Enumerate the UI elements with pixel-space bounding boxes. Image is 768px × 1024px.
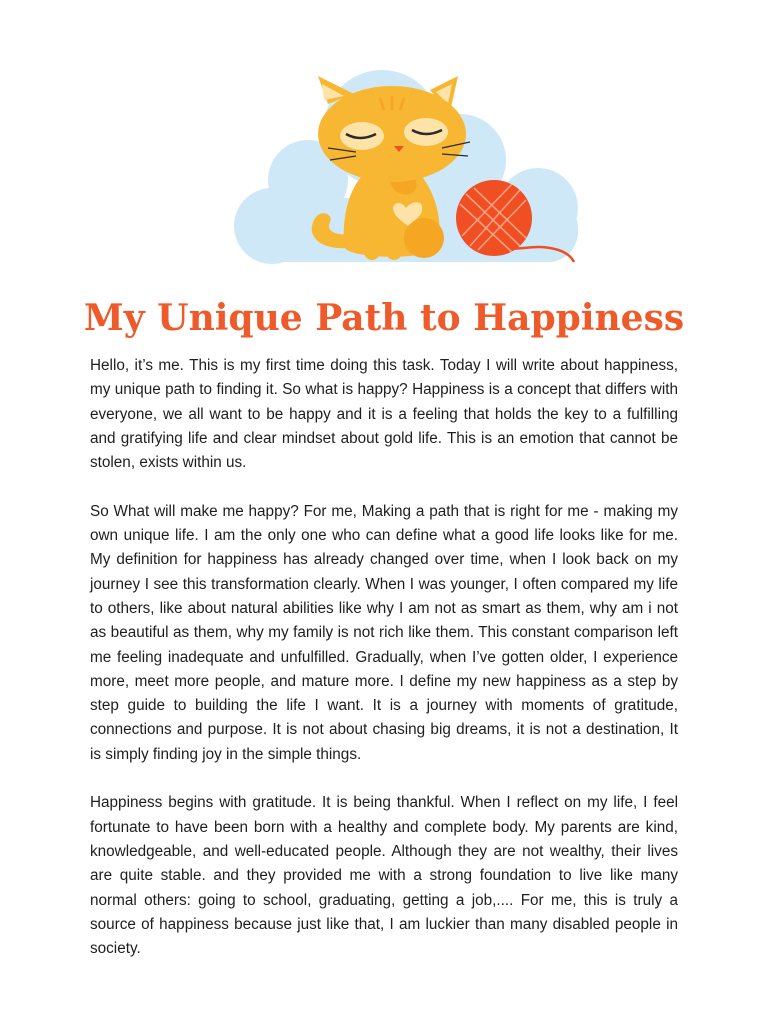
paragraph: Happiness begins with gratitude. It is being thankful. When I reflect on my life, I feel fortunate to have been born with a healthy and complete body. My parents are kind, knowledgeable, and well-educated people. Although they are not wealthy, their lives are quite stable. and they provided me with a strong foundation to live like many normal others: going to school, graduating, getting a job,.... For me, this is truly a source of happiness because just like that, I am luckier than many disabled people in society. — [90, 794, 678, 958]
paragraph: Hello, it’s me. This is my first time doing this task. Today I will write about happiness, my unique path to finding it. So what is happy? Happiness is a concept that differs with everyone, we all want to be happy and it is a feeling that holds the key to a fulfilling and gratifying life and clear mindset about gold life. This is an emotion that cannot be stolen, exists within us. — [90, 357, 678, 472]
cat-with-yarn-ball-icon — [230, 68, 582, 270]
document-body — [90, 354, 678, 986]
document-title: My Unique Path to Happiness — [83, 297, 685, 339]
paragraph: So What will make me happy? For me, Making a path that is right for me - making my own unique life. I am the only one who can define what a good life looks like for me. My definition for happiness has already changed over time, when I look back on my journey I see this transformation clearly. When I was younger, I often compared my life to others, like about natural abilities like why I am not as smart as them, why am i not as beautiful as them, why my family is not rich like them. This constant comparison left me feeling inadequate and unfulfilled. Gradually, when I’ve gotten older, I experience more, meet more people, and mature more. I define my new happiness as a step by step guide to building the life I want. It is a journey with moments of gratitude, connections and purpose. It is not about chasing big dreams, it is not a destination, It is simply finding joy in the simple things. — [90, 502, 678, 763]
